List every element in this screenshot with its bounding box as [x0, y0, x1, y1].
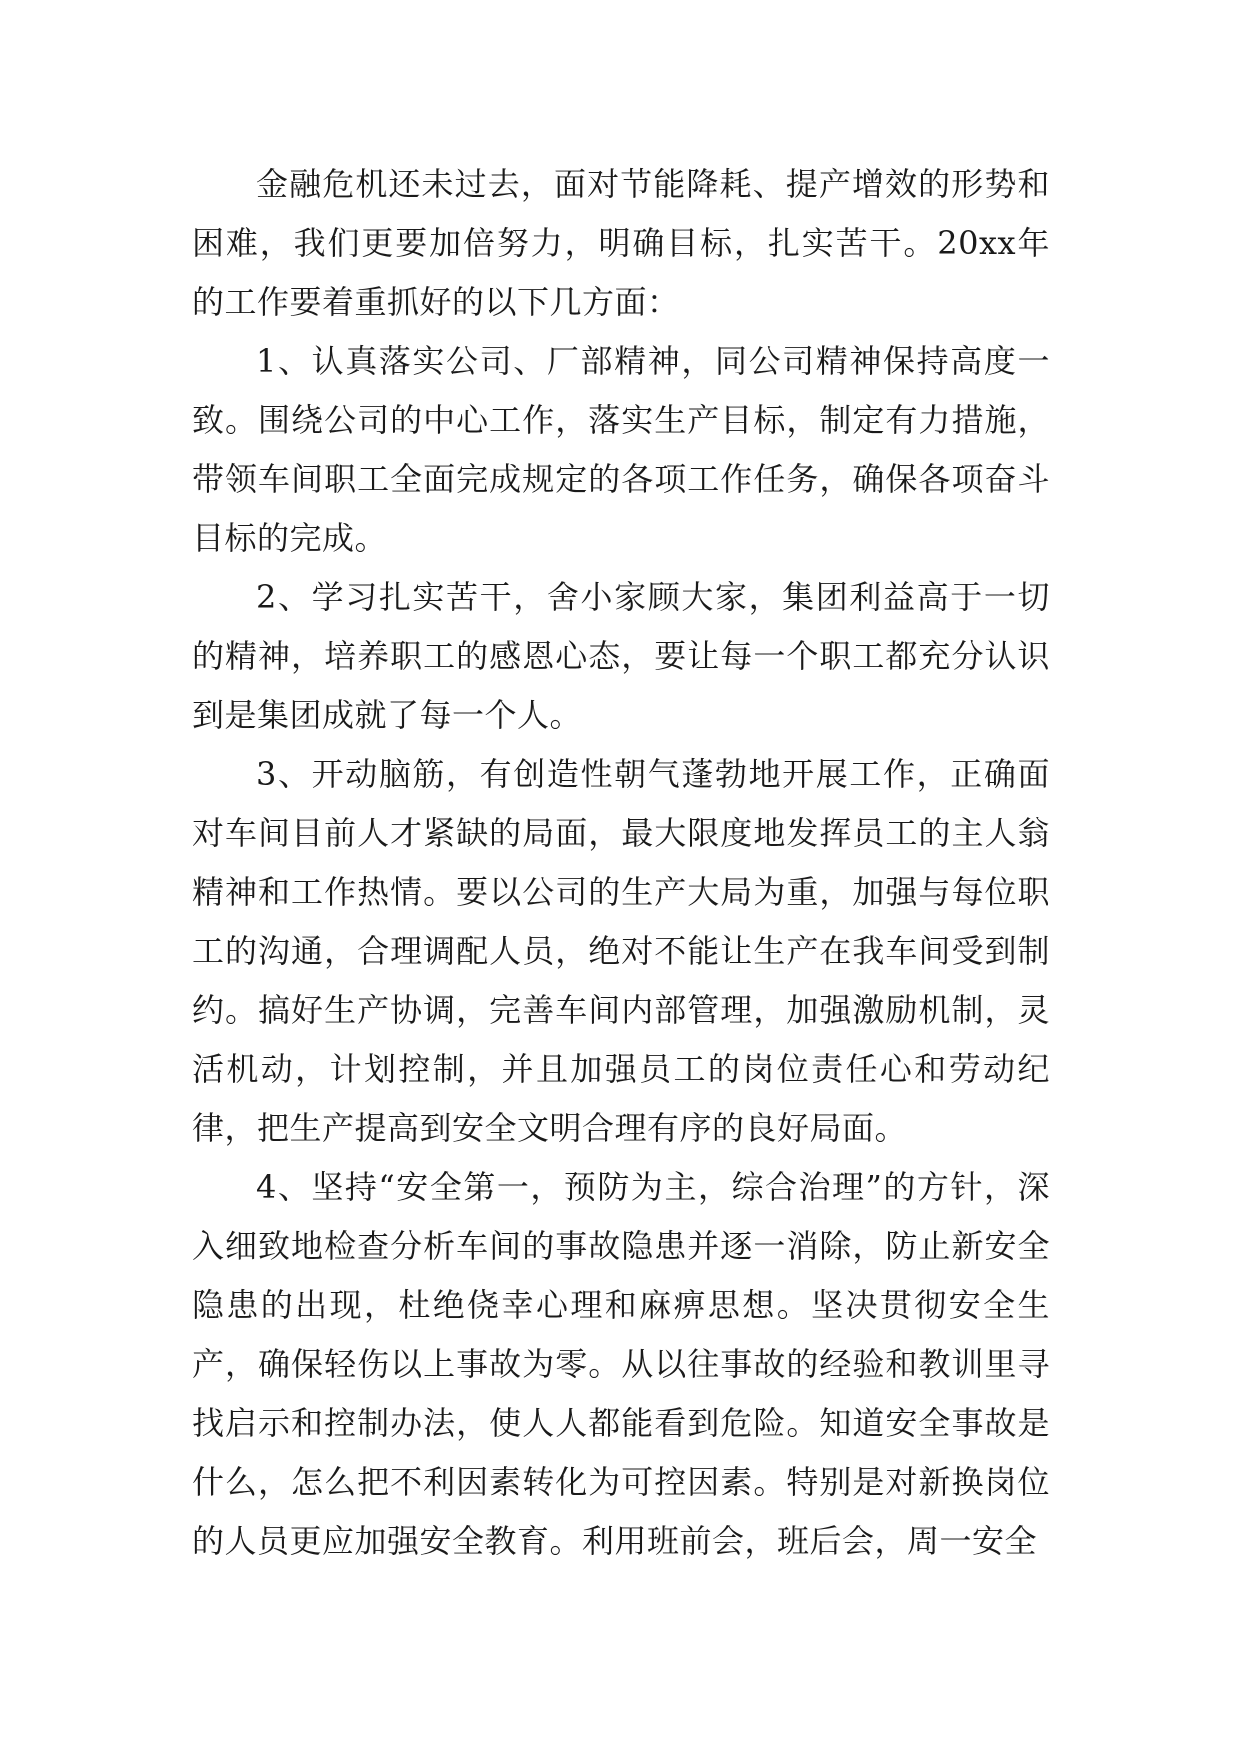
paragraph-item-2: 2、学习扎实苦干，舍小家顾大家，集团利益高于一切的精神，培养职工的感恩心态，要让每一个职工都充分认识到是集团成就了每一个人。 — [192, 578, 1050, 734]
paragraph-item-3: 3、开动脑筋，有创造性朝气蓬勃地开展工作，正确面对车间目前人才紧缺的局面，最大限度地发挥员工的主人翁精神和工作热情。要以公司的生产大局为重，加强与每位职工的沟通，合理调配人员，绝对不能让生产在我车间受到制约。搞好生产协调，完善车间内部管理，加强激励机制，灵活机动，计划控制，并且加强员工的岗位责任心和劳动纪律，把生产提高到安全文明合理有序的良好局面。 — [192, 755, 1050, 1147]
paragraph-item-4: 4、坚持“安全第一，预防为主，综合治理”的方针，深入细致地检查分析车间的事故隐患并逐一消除，防止新安全隐患的出现，杜绝侥幸心理和麻痹思想。坚决贯彻安全生产，确保轻伤以上事故为零。从以往事故的经验和教训里寻找启示和控制办法，使人人都能看到危险。知道安全事故是什么，怎么把不利因素转化为可控因素。特别是对新换岗位的人员更应加强安全教育。利用班前会，班后会，周一安全 — [192, 1168, 1050, 1560]
paragraph-intro: 金融危机还未过去，面对节能降耗、提产增效的形势和困难，我们更要加倍努力，明确目标，扎实苦干。20xx年的工作要着重抓好的以下几方面： — [192, 165, 1050, 321]
paragraph-item-1: 1、认真落实公司、厂部精神，同公司精神保持高度一致。围绕公司的中心工作，落实生产目标，制定有力措施，带领车间职工全面完成规定的各项工作任务，确保各项奋斗目标的完成。 — [192, 342, 1050, 557]
document-body — [192, 155, 1050, 1571]
